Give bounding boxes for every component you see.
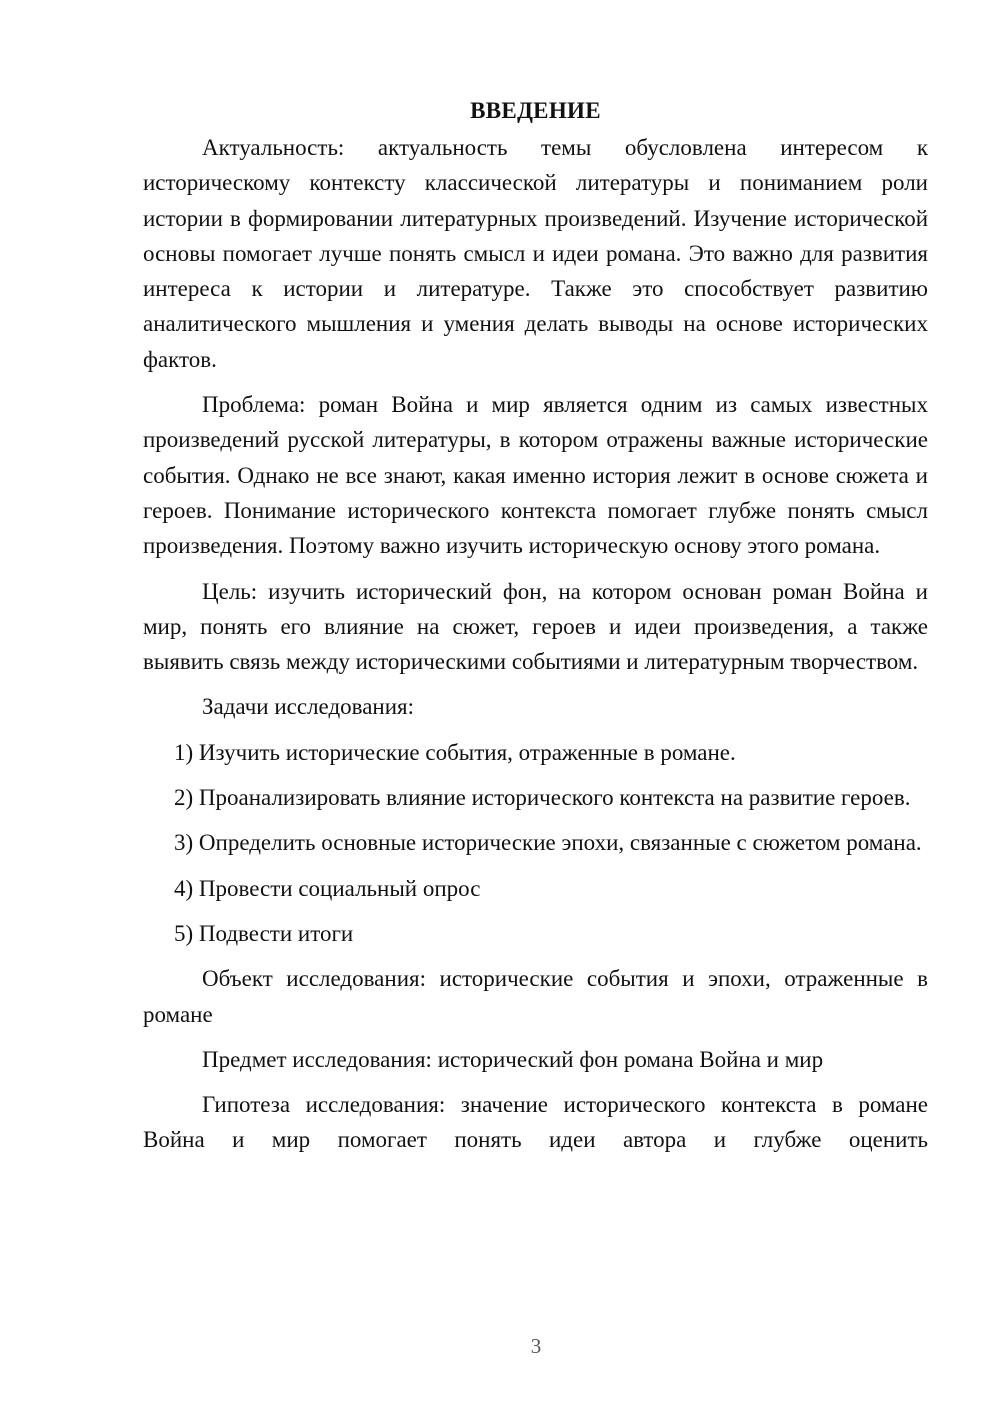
- object-paragraph: Объект исследования: исторические события и эпохи, отраженные в романе: [143, 966, 928, 1027]
- task-item-5: 5) Подвести итоги: [174, 920, 354, 946]
- subject-paragraph: Предмет исследования: исторический фон романа Война и мир: [202, 1046, 824, 1072]
- goal-paragraph: Цель: изучить исторический фон, на котором основан роман Война и мир, понять его влияние на сюжет, героев и идеи произведения, а также выявить связь между историческими событиями и литературным творчеством.: [143, 578, 928, 675]
- task-item-4: 4) Провести социальный опрос: [174, 875, 481, 901]
- hypothesis-paragraph: Гипотеза исследования: значение исторического контекста в романе Война и мир помогает понять идеи автора и глубже оценить: [143, 1092, 928, 1153]
- relevance-paragraph: Актуальность: актуальность темы обусловлена интересом к историческому контексту классической литературы и пониманием роли истории в формировании литературных произведений. Изучение исторической основы помогает лучше понять смысл и идеи романа. Это важно для развития интереса к истории и литературе. Также это способствует развитию аналитического мышления и умения делать выводы на основе исторических фактов.: [143, 135, 928, 372]
- page-number: 3: [530, 1334, 542, 1358]
- page-title: ВВЕДЕНИЕ: [470, 98, 601, 123]
- problem-paragraph: Проблема: роман Война и мир является одним из самых известных произведений русской литературы, в котором отражены важные исторические события. Однако не все знают, какая именно история лежит в основе сюжета и героев. Понимание исторического контекста помогает глубже понять смысл произведения. Поэтому важно изучить историческую основу этого романа.: [143, 392, 928, 559]
- task-item-3: 3) Определить основные исторические эпохи, связанные с сюжетом романа.: [174, 830, 922, 856]
- task-item-1: 1) Изучить исторические события, отраженные в романе.: [174, 739, 736, 765]
- tasks-heading: Задачи исследования:: [202, 694, 415, 720]
- task-item-2: 2) Проанализировать влияние исторического контекста на развитие героев.: [174, 785, 911, 811]
- page-content: [143, 93, 928, 1168]
